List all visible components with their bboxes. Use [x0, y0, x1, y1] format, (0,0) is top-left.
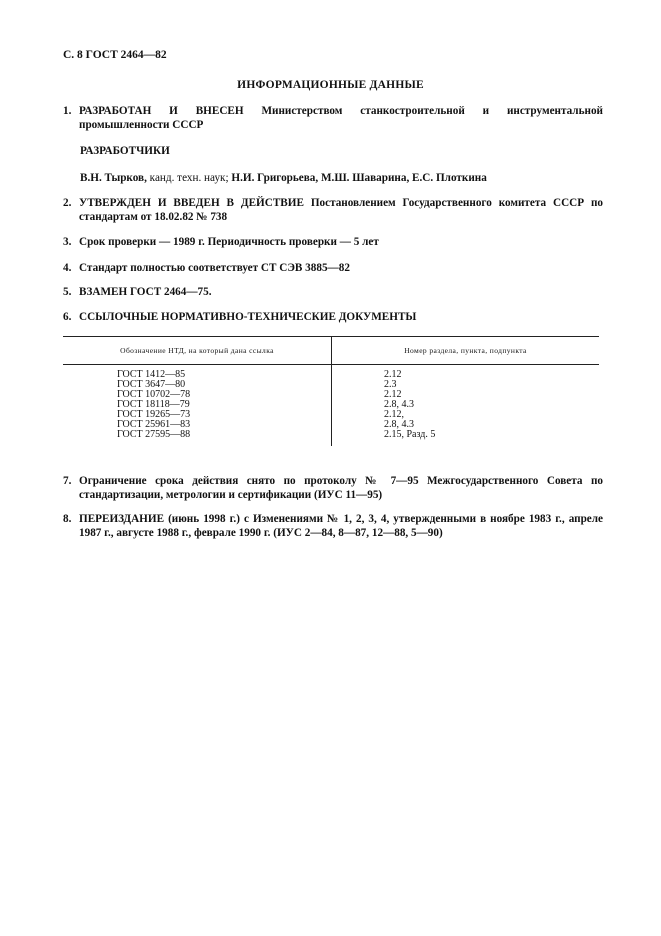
item-number: 2. [63, 197, 72, 209]
item-text: (июнь 1998 г.) с Изменениями № 1, 2, 3, 4, утвержденными в ноябре 1983 г., апреле 1987 г., августе 1988 г., феврале 1990 г. (ИУС 2—84, 8—87, 12—88, 5—90) [79, 513, 604, 539]
table-cell-doc: ГОСТ 1412—85 [117, 369, 186, 380]
item-number: 6. [63, 311, 72, 323]
item-text: Ограничение срока действия снято по протоколу № 7—95 Межгосударственного Совета по стандартизации, метрологии и сертификации (ИУС 11—95) [79, 475, 603, 501]
item-lead: УТВЕРЖДЕН И ВВЕДЕН В ДЕЙСТВИЕ [79, 197, 304, 209]
item-developed [63, 104, 603, 132]
item-text: ССЫЛОЧНЫЕ НОРМАТИВНО-ТЕХНИЧЕСКИЕ ДОКУМЕНТЫ [79, 311, 417, 323]
table-cell-doc: ГОСТ 3647—80 [117, 379, 186, 390]
item-number: 8. [63, 513, 72, 525]
item-lead: ПЕРЕИЗДАНИЕ [79, 513, 165, 525]
table-section-column [332, 365, 600, 447]
developer-others: Н.И. Григорьева, М.Ш. Шаварина, Е.С. Плоткина [231, 172, 487, 184]
item-text: Срок проверки — 1989 г. Периодичность проверки — 5 лет [79, 236, 379, 248]
item-references [63, 310, 603, 324]
developers-heading: РАЗРАБОТЧИКИ [80, 145, 170, 157]
item-number: 4. [63, 262, 72, 274]
item-text: Стандарт полностью соответствует СТ СЭВ 3885—82 [79, 262, 350, 274]
table-cell-doc: ГОСТ 19265—73 [117, 409, 191, 420]
item-number: 7. [63, 475, 72, 487]
section-title: ИНФОРМАЦИОННЫЕ ДАННЫЕ [237, 79, 424, 91]
item-reissue [63, 512, 603, 540]
table-doc-column [63, 365, 332, 447]
item-number: 3. [63, 236, 72, 248]
table-cell-doc: ГОСТ 27595—88 [117, 429, 191, 440]
page-header: С. 8 ГОСТ 2464—82 [63, 49, 167, 61]
table-cell-doc: ГОСТ 25961—83 [117, 419, 191, 430]
item-number: 1. [63, 105, 72, 117]
table-cell-section: 2.8, 4.3 [384, 419, 414, 430]
reference-table [63, 336, 599, 446]
item-review [63, 235, 603, 249]
table-header-section: Номер раздела, пункта, подпункта [332, 337, 600, 365]
table-cell-section: 2.12 [384, 389, 402, 400]
item-text: ВЗАМЕН ГОСТ 2464—75. [79, 286, 212, 298]
developer-degree: канд. техн. наук; [149, 172, 229, 184]
table-cell-doc: ГОСТ 10702—78 [117, 389, 191, 400]
developers-list [80, 172, 487, 184]
item-text: Постановлением Государственного комитета СССР по стандартам от 18.02.82 № 738 [79, 197, 603, 223]
table-cell-doc: ГОСТ 18118—79 [117, 399, 190, 410]
table-cell-section: 2.3 [384, 379, 397, 390]
item-replaces [63, 285, 603, 299]
table-cell-section: 2.12, [384, 409, 404, 420]
item-number: 5. [63, 286, 72, 298]
table-cell-section: 2.12 [384, 369, 402, 380]
table-cell-section: 2.15, Разд. 5 [384, 429, 436, 440]
item-conformity [63, 261, 603, 275]
item-text: Министерством станкостроительной и инструментальной промышленности СССР [79, 105, 603, 131]
developer-name: В.Н. Тырков, [80, 172, 147, 184]
item-approved [63, 196, 603, 224]
item-limitation [63, 474, 603, 502]
table-cell-section: 2.8, 4.3 [384, 399, 414, 410]
table-header-doc: Обозначение НТД, на который дана ссылка [63, 337, 332, 365]
item-lead: РАЗРАБОТАН И ВНЕСЕН [79, 105, 244, 117]
